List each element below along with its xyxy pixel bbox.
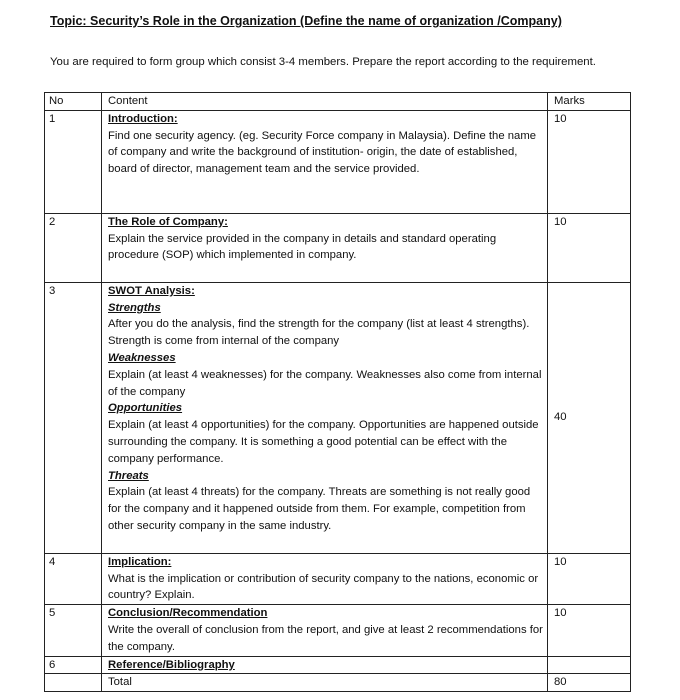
- row-number: 5: [45, 605, 102, 656]
- instruction-text: You are required to form group which consist 3-4 members. Prepare the report according to the requirement.: [50, 56, 596, 68]
- row-number: 4: [45, 553, 102, 604]
- swot-weaknesses-label: Weaknesses: [108, 351, 176, 364]
- table-row: [45, 213, 631, 282]
- section-text: Write the overall of conclusion from the report, and give at least 2 recommendations for the company.: [108, 623, 543, 653]
- table-header-row: [45, 93, 631, 111]
- section-title-implication: Implication:: [108, 555, 172, 568]
- swot-opportunities-label: Opportunities: [108, 402, 183, 415]
- row-content: [102, 282, 548, 553]
- row-content: [102, 656, 548, 674]
- swot-weaknesses-text: Explain (at least 4 weaknesses) for the company. Weaknesses also come from internal of the company: [108, 368, 542, 398]
- row-marks: 10: [548, 605, 631, 656]
- table-row: [45, 282, 631, 553]
- row-number: 6: [45, 656, 102, 674]
- swot-threats-label: Threats: [108, 469, 149, 482]
- row-number: 3: [45, 282, 102, 553]
- section-title-role: The Role of Company:: [108, 215, 228, 228]
- table-row: [45, 553, 631, 604]
- row-marks: 10: [548, 110, 631, 213]
- total-label: Total: [102, 674, 548, 692]
- row-content: [102, 110, 548, 213]
- table-total-row: [45, 674, 631, 692]
- row-marks: 10: [548, 213, 631, 282]
- requirements-table: [44, 92, 631, 692]
- section-title-introduction: Introduction:: [108, 112, 178, 125]
- row-content: [102, 553, 548, 604]
- header-no: No: [45, 93, 102, 111]
- table-row: [45, 110, 631, 213]
- section-title-conclusion: Conclusion/Recommendation: [108, 607, 268, 620]
- section-text: Explain the service provided in the company in details and standard operating procedure (SOP) which implemented in company.: [108, 232, 497, 262]
- row-number: 2: [45, 213, 102, 282]
- header-content: Content: [102, 93, 548, 111]
- table-row: [45, 605, 631, 656]
- swot-strengths-label: Strengths: [108, 301, 161, 314]
- swot-strengths-text: After you do the analysis, find the strength for the company (list at least 4 strengths). Strength is come from internal of the company: [108, 318, 530, 348]
- row-content: [102, 213, 548, 282]
- row-marks: [548, 656, 631, 674]
- section-title-reference: Reference/Bibliography: [108, 658, 235, 671]
- header-marks: Marks: [548, 93, 631, 111]
- section-title-swot: SWOT Analysis:: [108, 284, 195, 297]
- row-content: [102, 605, 548, 656]
- page-title: Topic: Security’s Role in the Organization (Define the name of organization /Company): [50, 14, 562, 28]
- section-text: What is the implication or contribution of security company to the nations, economic or country? Explain.: [108, 572, 539, 602]
- table-row: [45, 656, 631, 674]
- swot-opportunities-text: Explain (at least 4 opportunities) for the company. Opportunities are happened outside surrounding the company. It is something a good potential can be effect with the company performance.: [108, 419, 539, 465]
- row-marks: 40: [548, 282, 631, 553]
- total-empty-cell: [45, 674, 102, 692]
- total-marks: 80: [548, 674, 631, 692]
- swot-threats-text: Explain (at least 4 threats) for the company. Threats are something is not really good for the company and it happened outside from them. For example, competition from other security company in the same industry.: [108, 486, 531, 532]
- section-text: Find one security agency. (eg. Security Force company in Malaysia). Define the name of company and write the background of institution- origin, the date of established, board of director, management team and the service provided.: [108, 129, 537, 176]
- row-marks: 10: [548, 553, 631, 604]
- row-number: 1: [45, 110, 102, 213]
